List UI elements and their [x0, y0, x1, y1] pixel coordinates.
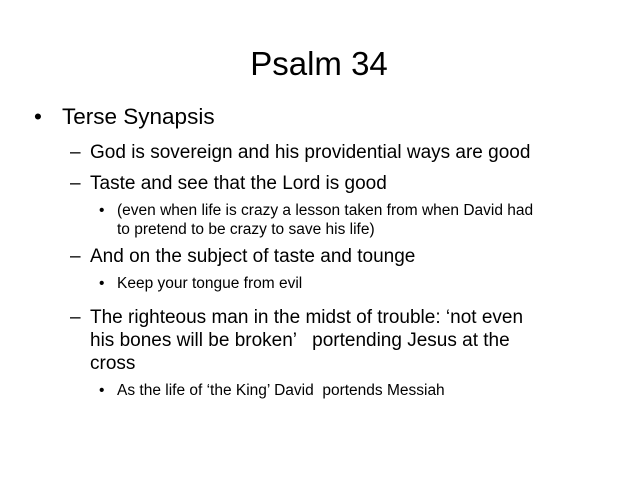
subsubitem-text: Keep your tongue from evil	[117, 275, 303, 292]
dash-marker: –	[70, 307, 81, 328]
subitem-text: Taste and see that the Lord is good	[90, 173, 387, 194]
bullet-marker: •	[34, 104, 42, 129]
subsubitem-text: As the life of ‘the King’ David portends Messiah	[117, 382, 445, 399]
dash-marker: –	[70, 173, 81, 194]
subitem-text: And on the subject of taste and tounge	[90, 246, 416, 267]
bullet-text: Terse Synapsis	[62, 104, 215, 129]
subitem-text: God is sovereign and his providential ways are good	[90, 142, 531, 163]
subsubitem-text: (even when life is crazy a lesson taken from when David had to pretend to be crazy to save his life)	[117, 202, 534, 238]
bullet-marker: •	[99, 202, 105, 219]
dash-marker: –	[70, 142, 81, 163]
dash-marker: –	[70, 246, 81, 267]
subitem-text: The righteous man in the midst of trouble: ‘not even his bones will be broken’ portending Jesus at the cross	[90, 307, 524, 374]
slide-title: Psalm 34	[250, 45, 388, 82]
bullet-marker: •	[99, 275, 105, 292]
bullet-marker: •	[99, 382, 105, 399]
